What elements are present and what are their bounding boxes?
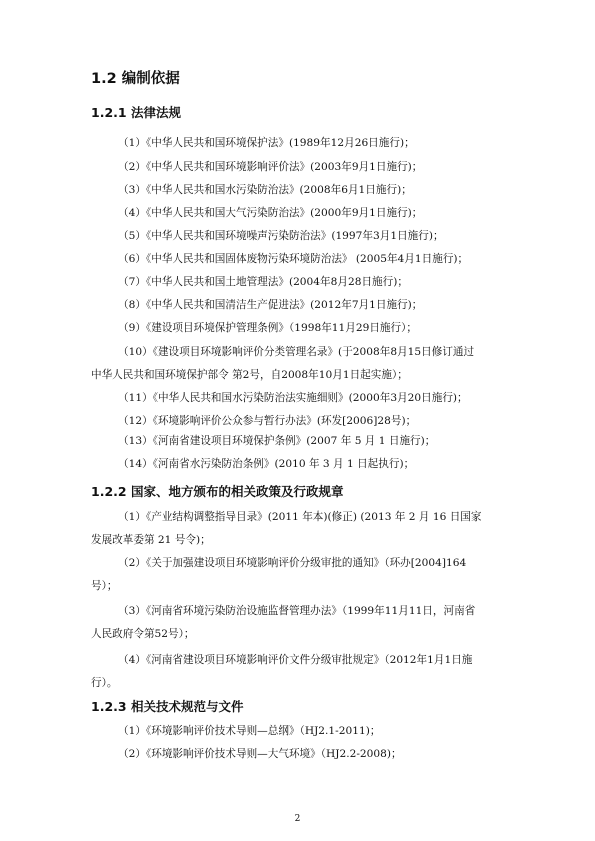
list-item: （8）《中华人民共和国清洁生产促进法》(2012年7月1日施行)； xyxy=(118,299,423,311)
list-item-continuation: 人民政府令第52号）； xyxy=(91,628,195,640)
list-item: （1）《环境影响评价技术导则—总纲》（HJ2.1-2011)； xyxy=(118,725,381,737)
list-item-continuation: 行）。 xyxy=(91,677,118,689)
list-item: （4）《中华人民共和国大气污染防治法》(2000年9月1日施行)； xyxy=(118,207,423,219)
section-heading: 1.2 编制依据 xyxy=(91,71,180,87)
list-item: （14）《河南省水污染防治条例》(2010 年 3 月 1 日起执行)； xyxy=(118,458,415,470)
list-item-continuation: 发展改革委第 21 号令)； xyxy=(91,534,211,546)
list-item: （11）《中华人民共和国水污染防治法实施细则》(2000年3月20日施行)； xyxy=(118,392,468,404)
list-item-continuation: 中华人民共和国环境保护部令 第2号，自2008年10月1日起实施）； xyxy=(91,369,408,381)
subsection-heading-policies: 1.2.2 国家、地方颁布的相关政策及行政规章 xyxy=(91,484,344,499)
list-item: （10）《建设项目环境影响评价分类管理名录》(于2008年8月15日修订通过 xyxy=(118,346,475,358)
subsection-heading-laws: 1.2.1 法律法规 xyxy=(91,105,181,120)
list-item: （1）《产业结构调整指导目录》(2011 年本)(修正) (2013 年 2 月 16 日国家 xyxy=(118,511,482,523)
list-item: （9）《建设项目环境保护管理条例》（1998年11月29日施行）； xyxy=(118,322,418,334)
list-item: （4）《河南省建设项目环境影响评价文件分级审批规定》（2012年1月1日施 xyxy=(118,654,473,666)
list-item: （12）《环境影响评价公众参与暂行办法》(环发[2006]28号)； xyxy=(118,415,417,427)
list-item: （1）《中华人民共和国环境保护法》(1989年12月26日施行)； xyxy=(118,137,415,149)
list-item: （7）《中华人民共和国土地管理法》(2004年8月28日施行)； xyxy=(118,276,408,288)
list-item: （2）《环境影响评价技术导则—大气环境》（HJ2.2-2008)； xyxy=(118,748,402,760)
list-item: （13）《河南省建设项目环境保护条例》(2007 年 5 月 1 日施行)； xyxy=(118,435,436,447)
list-item: （5）《中华人民共和国环境噪声污染防治法》(1997年3月1日施行)； xyxy=(118,230,444,242)
list-item: （2）《中华人民共和国环境影响评价法》(2003年9月1日施行)； xyxy=(118,161,423,173)
list-item: （6）《中华人民共和国固体废物污染环境防治法》 (2005年4月1日施行)； xyxy=(118,253,469,265)
list-item-continuation: 号）； xyxy=(91,580,118,592)
list-item: （3）《中华人民共和国水污染防治法》(2008年6月1日施行)； xyxy=(118,184,412,196)
page-number: 2 xyxy=(294,814,301,824)
list-item: （2）《关于加强建设项目环境影响评价分级审批的通知》（环办[2004]164 xyxy=(118,557,467,569)
list-item: （3）《河南省环境污染防治设施监督管理办法》（1999年11月11日，河南省 xyxy=(118,605,476,617)
subsection-heading-technical: 1.2.3 相关技术规范与文件 xyxy=(91,699,244,714)
